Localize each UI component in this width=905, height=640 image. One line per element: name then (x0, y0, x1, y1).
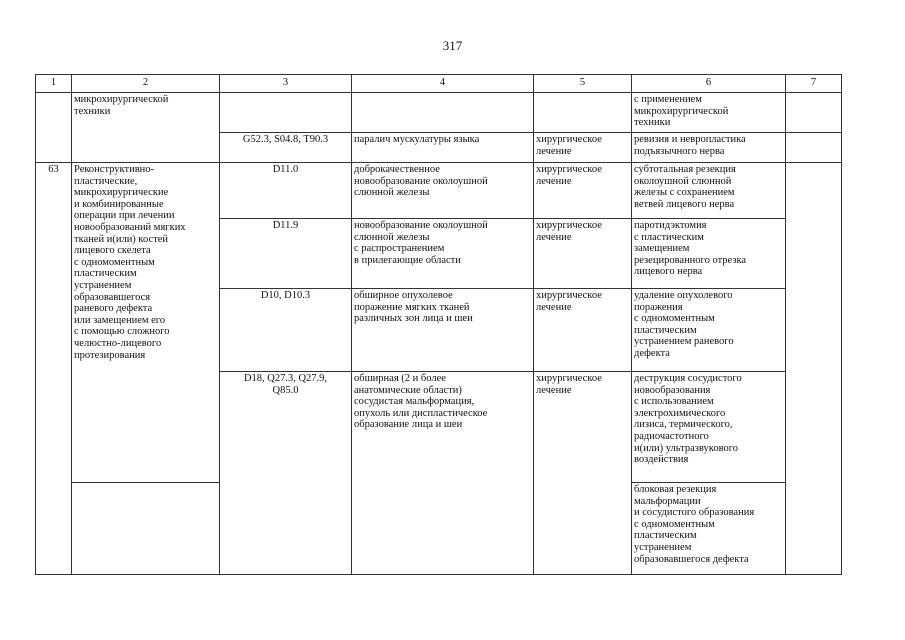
profile-name-cell: Реконструктивно- пластические, микрохирургические и комбинированные операции при лечении новообразований мягких тканей и(или) костей лицевого скелета с одномоментным пластическим устранением образовавшегося раневого дефекта или замещением его с помощью сложного челюстно-лицевого протезирования (72, 163, 220, 483)
table-row (36, 93, 842, 133)
column-header: 3 (220, 75, 352, 93)
page-number: 317 (442, 38, 463, 53)
column-number-row (36, 75, 842, 93)
standard-cell (786, 133, 842, 163)
column-header: 7 (786, 75, 842, 93)
number-cell: 63 (36, 163, 72, 575)
column-header: 5 (534, 75, 632, 93)
column-header: 1 (36, 75, 72, 93)
profile-name-cell: микрохирургической техники (72, 93, 220, 163)
method-cell: ревизия и невропластика подъязычного нерва (632, 133, 786, 163)
diagnosis-cell: обширная (2 и более анатомические области) сосудистая мальформация, опухоль или диспластическое образование лица и шеи (352, 372, 534, 575)
column-header: 2 (72, 75, 220, 93)
standard-cell (786, 93, 842, 133)
diagnosis-cell: доброкачественное новообразование околоушной слюнной железы (352, 163, 534, 219)
method-cell: с применением микрохирургической техники (632, 93, 786, 133)
standard-cell (786, 163, 842, 575)
code-cell: G52.3, S04.8, T90.3 (220, 133, 352, 163)
medical-care-table (35, 74, 842, 575)
code-cell: D18, Q27.3, Q27.9, Q85.0 (220, 372, 352, 575)
treatment-cell: хирургическое лечение (534, 289, 632, 372)
treatment-cell (534, 93, 632, 133)
treatment-cell: хирургическое лечение (534, 133, 632, 163)
diagnosis-cell: паралич мускулатуры языка (352, 133, 534, 163)
treatment-cell: хирургическое лечение (534, 219, 632, 289)
diagnosis-cell: новообразование околоушной слюнной железы с распространением в прилегающие области (352, 219, 534, 289)
table-row (36, 163, 842, 219)
diagnosis-cell (352, 93, 534, 133)
treatment-cell: хирургическое лечение (534, 372, 632, 575)
code-cell: D11.0 (220, 163, 352, 219)
method-cell: блоковая резекция мальформации и сосудистого образования с одномоментным пластическим устранением образовавшегося дефекта (632, 483, 786, 575)
method-cell: удаление опухолевого поражения с одномоментным пластическим устранением раневого дефекта (632, 289, 786, 372)
code-cell (220, 93, 352, 133)
number-cell (36, 93, 72, 163)
diagnosis-cell: обширное опухолевое поражение мягких тканей различных зон лица и шеи (352, 289, 534, 372)
profile-name-cell (72, 483, 220, 575)
method-cell: деструкция сосудистого новообразования с использованием электрохимического лизиса, термического, радиочастотного и(или) ультразвукового воздействия (632, 372, 786, 483)
code-cell: D10, D10.3 (220, 289, 352, 372)
code-cell: D11.9 (220, 219, 352, 289)
method-cell: паротидэктомия с пластическим замещением резецированного отрезка лицевого нерва (632, 219, 786, 289)
column-header: 6 (632, 75, 786, 93)
column-header: 4 (352, 75, 534, 93)
method-cell: субтотальная резекция околоушной слюнной железы с сохранением ветвей лицевого нерва (632, 163, 786, 219)
treatment-cell: хирургическое лечение (534, 163, 632, 219)
